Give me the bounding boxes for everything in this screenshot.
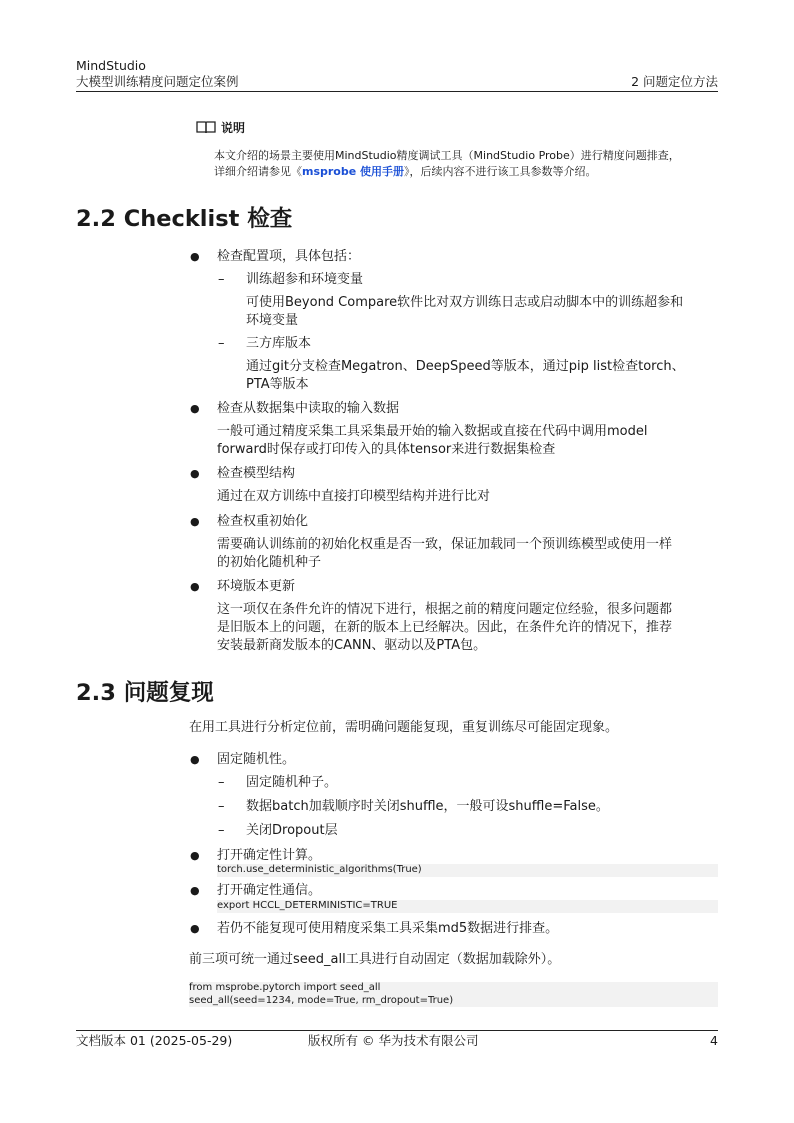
msprobe-manual-link[interactable]: msprobe 使用手册: [302, 165, 405, 178]
book-icon: [196, 119, 216, 133]
code-line-2: seed_all(seed=1234, mode=True, rm_dropout=True): [189, 994, 454, 1006]
footer-copyright: 版权所有 © 华为技术有限公司: [308, 1033, 479, 1048]
sub-item-hyperparams: 训练超参和环境变量: [246, 272, 364, 287]
header-chapter: 2 问题定位方法: [631, 74, 718, 89]
sub-item-hyperparams-desc-1: 可使用Beyond Compare软件比对双方训练日志或启动脚本中的训练超参和: [246, 295, 684, 310]
sub-item-fix-seed: 固定随机种子。: [246, 775, 338, 790]
reproduce-item-deterministic-comm: 打开确定性通信。: [217, 883, 322, 898]
sub-item-third-party: 三方库版本: [246, 336, 312, 351]
bullet-icon: ●: [190, 884, 200, 897]
checklist-item-input-data-desc-2: forward时保存或打印传入的具体tensor来进行数据集检查: [217, 442, 556, 457]
checklist-item-env-update-desc-1: 这一项仅在条件允许的情况下进行，根据之前的精度问题定位经验，很多问题都: [217, 602, 673, 617]
checklist-item-env-update-desc-2: 是旧版本上的问题，在新的版本上已经解决。因此，在条件允许的情况下，推荐: [217, 620, 673, 635]
checklist-item-weight-init-desc-2: 的初始化随机种子: [217, 555, 322, 570]
bullet-icon: ●: [190, 467, 200, 480]
header-doc-title: 大模型训练精度问题定位案例: [76, 74, 239, 89]
checklist-item-weight-init: 检查权重初始化: [217, 514, 309, 529]
reproduce-item-md5: 若仍不能复现可使用精度采集工具采集md5数据进行排查。: [217, 921, 559, 936]
dash-icon: –: [218, 823, 225, 838]
reproduce-outro: 前三项可统一通过seed_all工具进行自动固定（数据加载除外）。: [189, 952, 561, 967]
reproduce-item-deterministic-compute: 打开确定性计算。: [217, 848, 322, 863]
header-divider: [76, 91, 718, 92]
sub-item-third-party-desc-1: 通过git分支检查Megatron、DeepSpeed等版本，通过pip list检查torch、: [246, 359, 685, 374]
note-line-2: 详细介绍请参见《msprobe 使用手册》，后续内容不进行该工具参数等介绍。: [214, 165, 597, 178]
footer-divider: [76, 1030, 718, 1031]
bullet-icon: ●: [190, 250, 200, 263]
checklist-item-model-structure-desc: 通过在双方训练中直接打印模型结构并进行比对: [217, 489, 491, 504]
reproduce-intro: 在用工具进行分析定位前，需明确问题能复现，重复训练尽可能固定现象。: [189, 720, 619, 735]
sub-item-third-party-desc-2: PTA等版本: [246, 377, 309, 392]
note-line-1: 本文介绍的场景主要使用MindStudio精度调试工具（MindStudio Probe）进行精度问题排查，: [214, 149, 680, 162]
checklist-item-model-structure: 检查模型结构: [217, 466, 296, 481]
checklist-item-config: 检查配置项，具体包括：: [217, 249, 361, 264]
dash-icon: –: [218, 336, 225, 351]
section-2-3-heading: 2.3 问题复现: [76, 680, 214, 706]
note-title: 说明: [221, 121, 246, 135]
bullet-icon: ●: [190, 515, 200, 528]
footer-page-number: 4: [710, 1033, 718, 1048]
dash-icon: –: [218, 272, 225, 287]
dash-icon: –: [218, 799, 225, 814]
bullet-icon: ●: [190, 849, 200, 862]
reproduce-item-fix-randomness: 固定随机性。: [217, 752, 296, 767]
sub-item-hyperparams-desc-2: 环境变量: [246, 313, 299, 328]
section-2-2-heading: 2.2 Checklist 检查: [76, 206, 293, 232]
code-deterministic-compute: torch.use_deterministic_algorithms(True): [217, 864, 718, 877]
header-product: MindStudio: [76, 58, 146, 73]
checklist-item-env-update-desc-3: 安装最新商发版本的CANN、驱动以及PTA包。: [217, 638, 487, 653]
code-deterministic-comm: export HCCL_DETERMINISTIC=TRUE: [217, 900, 718, 913]
bullet-icon: ●: [190, 922, 200, 935]
checklist-item-env-update: 环境版本更新: [217, 579, 296, 594]
bullet-icon: ●: [190, 402, 200, 415]
code-seed-all: [189, 982, 718, 1007]
footer-version: 文档版本 01 (2025-05-29): [76, 1033, 233, 1048]
bullet-icon: ●: [190, 753, 200, 766]
sub-item-disable-dropout: 关闭Dropout层: [246, 823, 338, 838]
checklist-item-input-data-desc-1: 一般可通过精度采集工具采集最开始的输入数据或直接在代码中调用model: [217, 424, 648, 439]
dash-icon: –: [218, 775, 225, 790]
checklist-item-input-data: 检查从数据集中读取的输入数据: [217, 401, 400, 416]
sub-item-disable-shuffle: 数据batch加载顺序时关闭shuffle，一般可设shuffle=False。: [246, 799, 609, 814]
checklist-item-weight-init-desc-1: 需要确认训练前的初始化权重是否一致，保证加载同一个预训练模型或使用一样: [217, 537, 673, 552]
code-line-1: from msprobe.pytorch import seed_all: [189, 982, 381, 993]
bullet-icon: ●: [190, 580, 200, 593]
